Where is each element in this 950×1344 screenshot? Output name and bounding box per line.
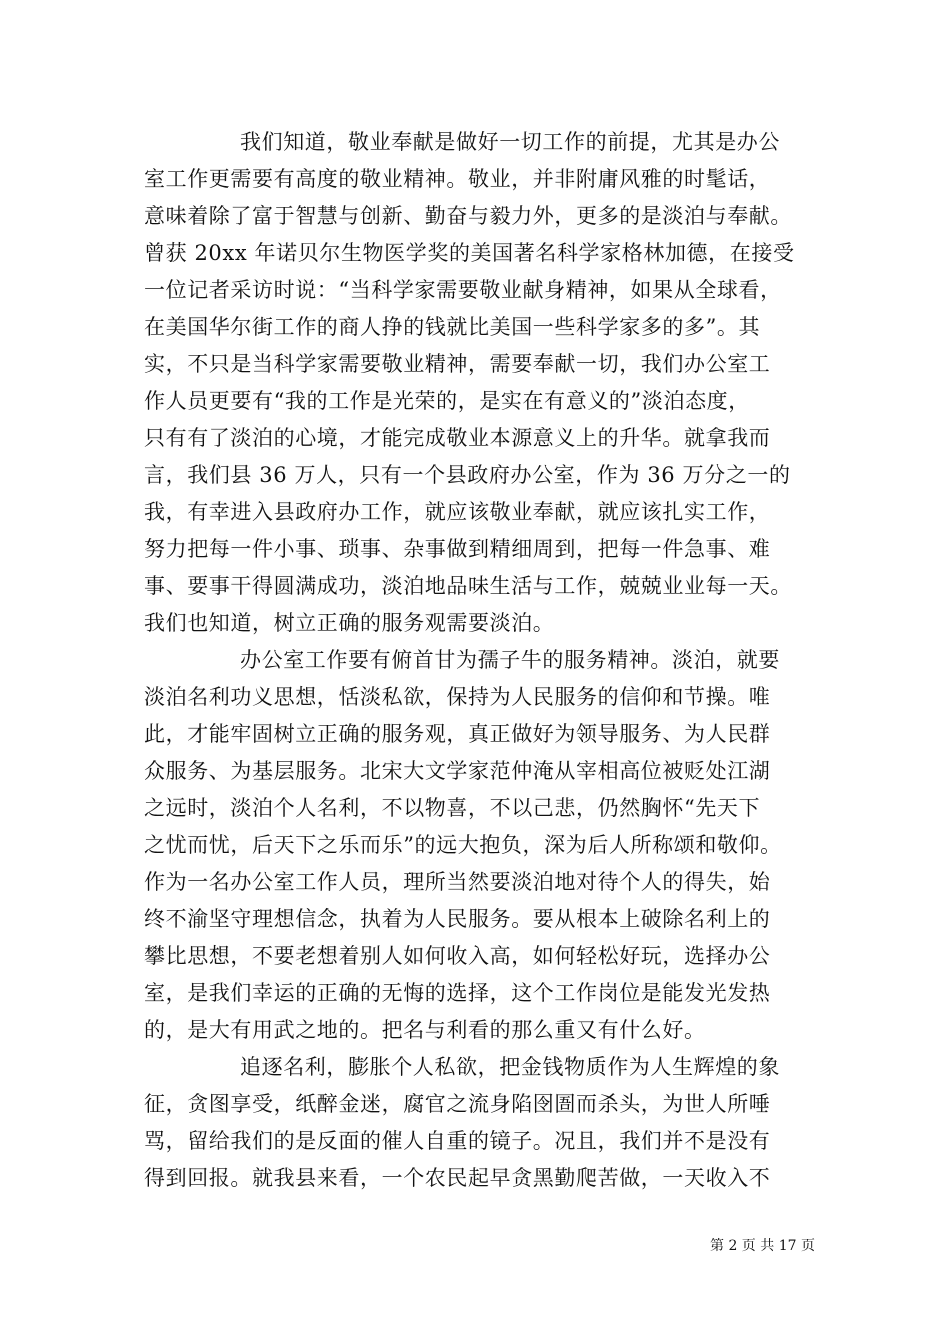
- text-line: 努力把每一件小事、琐事、杂事做到精细周到，把每一件急事、难: [144, 537, 771, 561]
- text-line: 得到回报。就我县来看，一个农民起早贪黑勤爬苦做，一天收入不: [144, 1166, 771, 1190]
- text-line: 事、要事干得圆满成功，淡泊地品味生活与工作，兢兢业业每一天。: [144, 574, 792, 598]
- text-line: 曾获 20xx 年诺贝尔生物医学奖的美国著名科学家格林加德，在接受: [144, 241, 795, 265]
- text-line: 办公室工作要有俯首甘为孺子牛的服务精神。淡泊，就要: [240, 648, 780, 672]
- text-line: 征，贪图享受，纸醉金迷，腐官之流身陷囹圄而杀头，为世人所唾: [144, 1092, 771, 1116]
- text-line: 追逐名利，膨胀个人私欲，把金钱物质作为人生辉煌的象: [240, 1055, 780, 1079]
- text-line: 我们知道，敬业奉献是做好一切工作的前提，尤其是办公: [240, 130, 780, 154]
- text-line: 在美国华尔街工作的商人挣的钱就比美国一些科学家多的多”。其: [144, 315, 761, 339]
- text-line: 此，才能牢固树立正确的服务观，真正做好为领导服务、为人民群: [144, 722, 771, 746]
- text-line: 淡泊名利功义思想，恬淡私欲，保持为人民服务的信仰和节操。唯: [144, 685, 771, 709]
- text-line: 言，我们县 36 万人，只有一个县政府办公室，作为 36 万分之一的: [144, 463, 791, 487]
- text-line: 我，有幸进入县政府办工作，就应该敬业奉献，就应该扎实工作，: [144, 500, 771, 524]
- text-line: 之远时，淡泊个人名利，不以物喜，不以己悲，仍然胸怀“先天下: [144, 796, 761, 820]
- text-line: 室工作更需要有高度的敬业精神。敬业，并非附庸风雅的时髦话，: [144, 167, 771, 191]
- text-line: 的，是大有用武之地的。把名与利看的那么重又有什么好。: [144, 1018, 706, 1042]
- text-line: 攀比思想，不要老想着别人如何收入高，如何轻松好玩，选择办公: [144, 944, 771, 968]
- text-line: 室，是我们幸运的正确的无悔的选择，这个工作岗位是能发光发热: [144, 981, 771, 1005]
- text-line: 作为一名办公室工作人员，理所当然要淡泊地对待个人的得失，始: [144, 870, 771, 894]
- page-number-footer: 第 2 页 共 17 页: [710, 1238, 815, 1254]
- text-line: 终不渝坚守理想信念，执着为人民服务。要从根本上破除名利上的: [144, 907, 771, 931]
- text-line: 只有有了淡泊的心境，才能完成敬业本源意义上的升华。就拿我而: [144, 426, 771, 450]
- text-line: 骂，留给我们的是反面的催人自重的镜子。况且，我们并不是没有: [144, 1129, 771, 1153]
- text-line: 一位记者采访时说：“当科学家需要敬业献身精神，如果从全球看，: [144, 278, 782, 302]
- text-line: 实，不只是当科学家需要敬业精神，需要奉献一切，我们办公室工: [144, 352, 771, 376]
- text-line: 之忧而忧，后天下之乐而乐”的远大抱负，深为后人所称颂和敬仰。: [144, 833, 782, 857]
- text-line: 众服务、为基层服务。北宋大文学家范仲淹从宰相高位被贬处江湖: [144, 759, 771, 783]
- text-line: 作人员更要有“我的工作是光荣的，是实在有意义的”淡泊态度，: [144, 389, 750, 413]
- text-line: 意味着除了富于智慧与创新、勤奋与毅力外，更多的是淡泊与奉献。: [144, 204, 792, 228]
- text-line: 我们也知道，树立正确的服务观需要淡泊。: [144, 611, 555, 635]
